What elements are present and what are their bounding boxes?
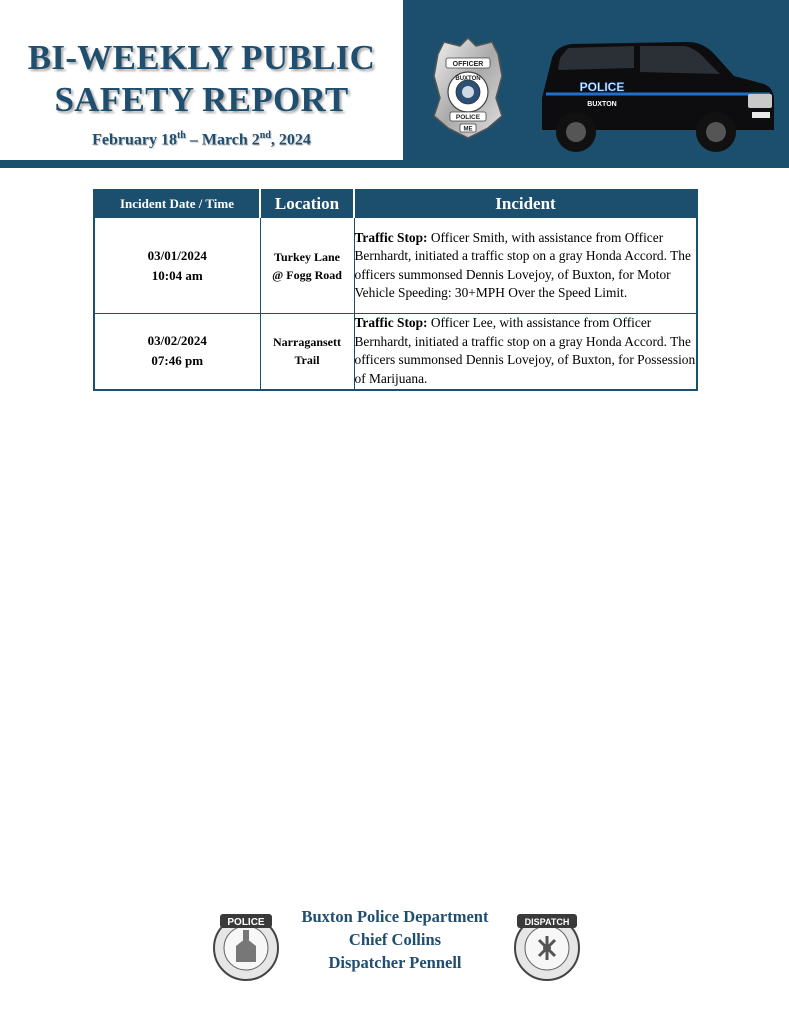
incident-description-cell — [354, 218, 697, 314]
footer-signature — [282, 905, 508, 974]
svg-text:DISPATCH: DISPATCH — [524, 917, 570, 927]
incident-time: 07:46 pm — [151, 353, 204, 369]
incident-description: Officer Smith, with assistance from Officer Bernhardt, initiated a traffic stop on a gray Honda Accord. The officers summonsed Dennis Lovejoy, of Buxton, for Motor Vehicle Speeding: 30+MPH Over the Speed Limit. — [354, 229, 691, 300]
svg-text:POLICE: POLICE — [455, 114, 481, 121]
incident-location-cell — [260, 218, 354, 314]
incident-location-line1: Narragansett — [273, 335, 341, 350]
report-title-line2: SAFETY REPORT — [54, 80, 349, 119]
svg-text:ME: ME — [463, 126, 473, 133]
column-header-date-time: Incident Date / Time — [94, 190, 260, 218]
svg-text:BUXTON: BUXTON — [455, 76, 481, 82]
incident-date: 03/01/2024 — [147, 247, 207, 263]
table-header-row — [94, 190, 697, 218]
police-seal-icon — [210, 910, 282, 982]
footer-department: Buxton Police Department — [301, 907, 489, 926]
incident-location-line1: Turkey Lane — [274, 249, 340, 264]
incident-location-cell — [260, 314, 354, 390]
incident-location-line2: Trail — [294, 353, 320, 368]
column-header-location: Location — [260, 190, 354, 218]
incident-description-cell — [354, 314, 697, 390]
dispatch-seal-icon — [511, 910, 583, 982]
footer-dispatcher: Dispatcher Pennell — [328, 953, 462, 972]
incident-location-line2: @ Fogg Road — [272, 267, 342, 282]
svg-text:OFFICER: OFFICER — [452, 61, 484, 68]
header-rule — [0, 160, 789, 168]
police-suv-icon — [538, 34, 778, 158]
svg-text:BUXTON: BUXTON — [587, 101, 617, 108]
incident-table — [93, 189, 698, 391]
incident-time: 10:04 am — [151, 267, 203, 283]
report-date-range: February 18th – March 2nd, 2024 — [92, 130, 311, 149]
incident-date-time-cell — [94, 218, 260, 314]
police-badge-icon — [432, 36, 504, 140]
table-row — [94, 314, 697, 390]
footer-chief: Chief Collins — [348, 930, 442, 949]
incident-date: 03/02/2024 — [147, 333, 207, 349]
column-header-incident: Incident — [354, 190, 697, 218]
incident-description: Officer Lee, with assistance from Officer Bernhardt, initiated a traffic stop on a gray Honda Accord. The officers summonsed Dennis Lovejoy, of Buxton, for Possession of Marijuana. — [354, 315, 696, 386]
incident-date-time-cell — [94, 314, 260, 390]
incident-type: Traffic Stop: — [354, 229, 428, 245]
incident-type: Traffic Stop: — [354, 315, 428, 331]
report-title-line1: BI-WEEKLY PUBLIC — [27, 38, 376, 77]
svg-text:POLICE: POLICE — [227, 917, 265, 928]
table-row — [94, 218, 697, 314]
svg-text:POLICE: POLICE — [579, 80, 625, 94]
